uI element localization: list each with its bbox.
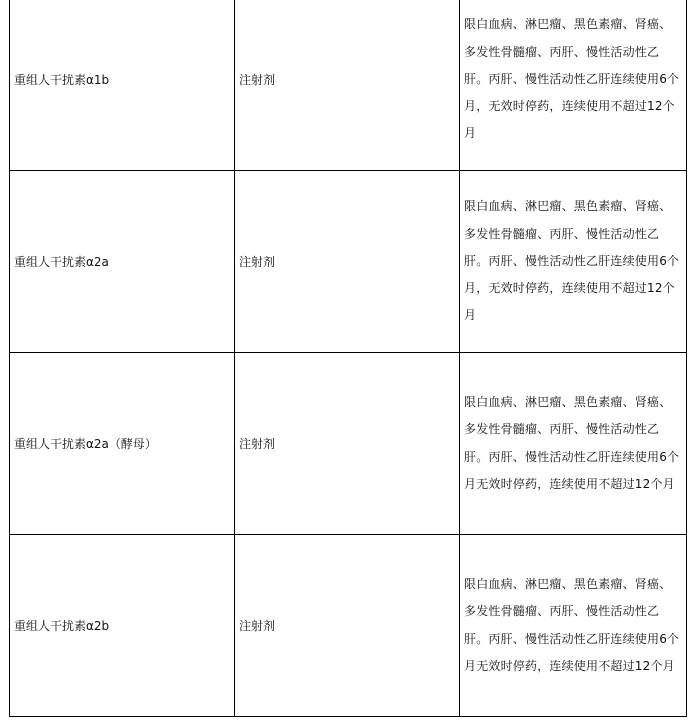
drug-table (9, 0, 687, 717)
table-row (10, 353, 687, 535)
restriction-note-cell: 限白血病、淋巴瘤、黑色素瘤、肾癌、多发性骨髓瘤、丙肝、慢性活动性乙肝。丙肝、慢性活动性乙肝连续使用6个月无效时停药，连续使用不超过12个月 (460, 353, 687, 535)
drug-name-cell: 重组人干扰素α1b (10, 0, 235, 171)
drug-name-cell: 重组人干扰素α2a (10, 171, 235, 353)
table-row (10, 0, 687, 171)
dosage-form-cell: 注射剂 (235, 535, 460, 717)
table-row (10, 535, 687, 717)
drug-name-cell: 重组人干扰素α2b (10, 535, 235, 717)
dosage-form-cell: 注射剂 (235, 353, 460, 535)
drug-name-cell: 重组人干扰素α2a（酵母） (10, 353, 235, 535)
restriction-note-cell: 限白血病、淋巴瘤、黑色素瘤、肾癌、多发性骨髓瘤、丙肝、慢性活动性乙肝。丙肝、慢性活动性乙肝连续使用6个月，无效时停药，连续使用不超过12个月 (460, 0, 687, 171)
dosage-form-cell: 注射剂 (235, 171, 460, 353)
dosage-form-cell: 注射剂 (235, 0, 460, 171)
restriction-note-cell: 限白血病、淋巴瘤、黑色素瘤、肾癌、多发性骨髓瘤、丙肝、慢性活动性乙肝。丙肝、慢性活动性乙肝连续使用6个月无效时停药，连续使用不超过12个月 (460, 535, 687, 717)
restriction-note-cell: 限白血病、淋巴瘤、黑色素瘤、肾癌、多发性骨髓瘤、丙肝、慢性活动性乙肝。丙肝、慢性活动性乙肝连续使用6个月，无效时停药，连续使用不超过12个月 (460, 171, 687, 353)
table-row (10, 171, 687, 353)
